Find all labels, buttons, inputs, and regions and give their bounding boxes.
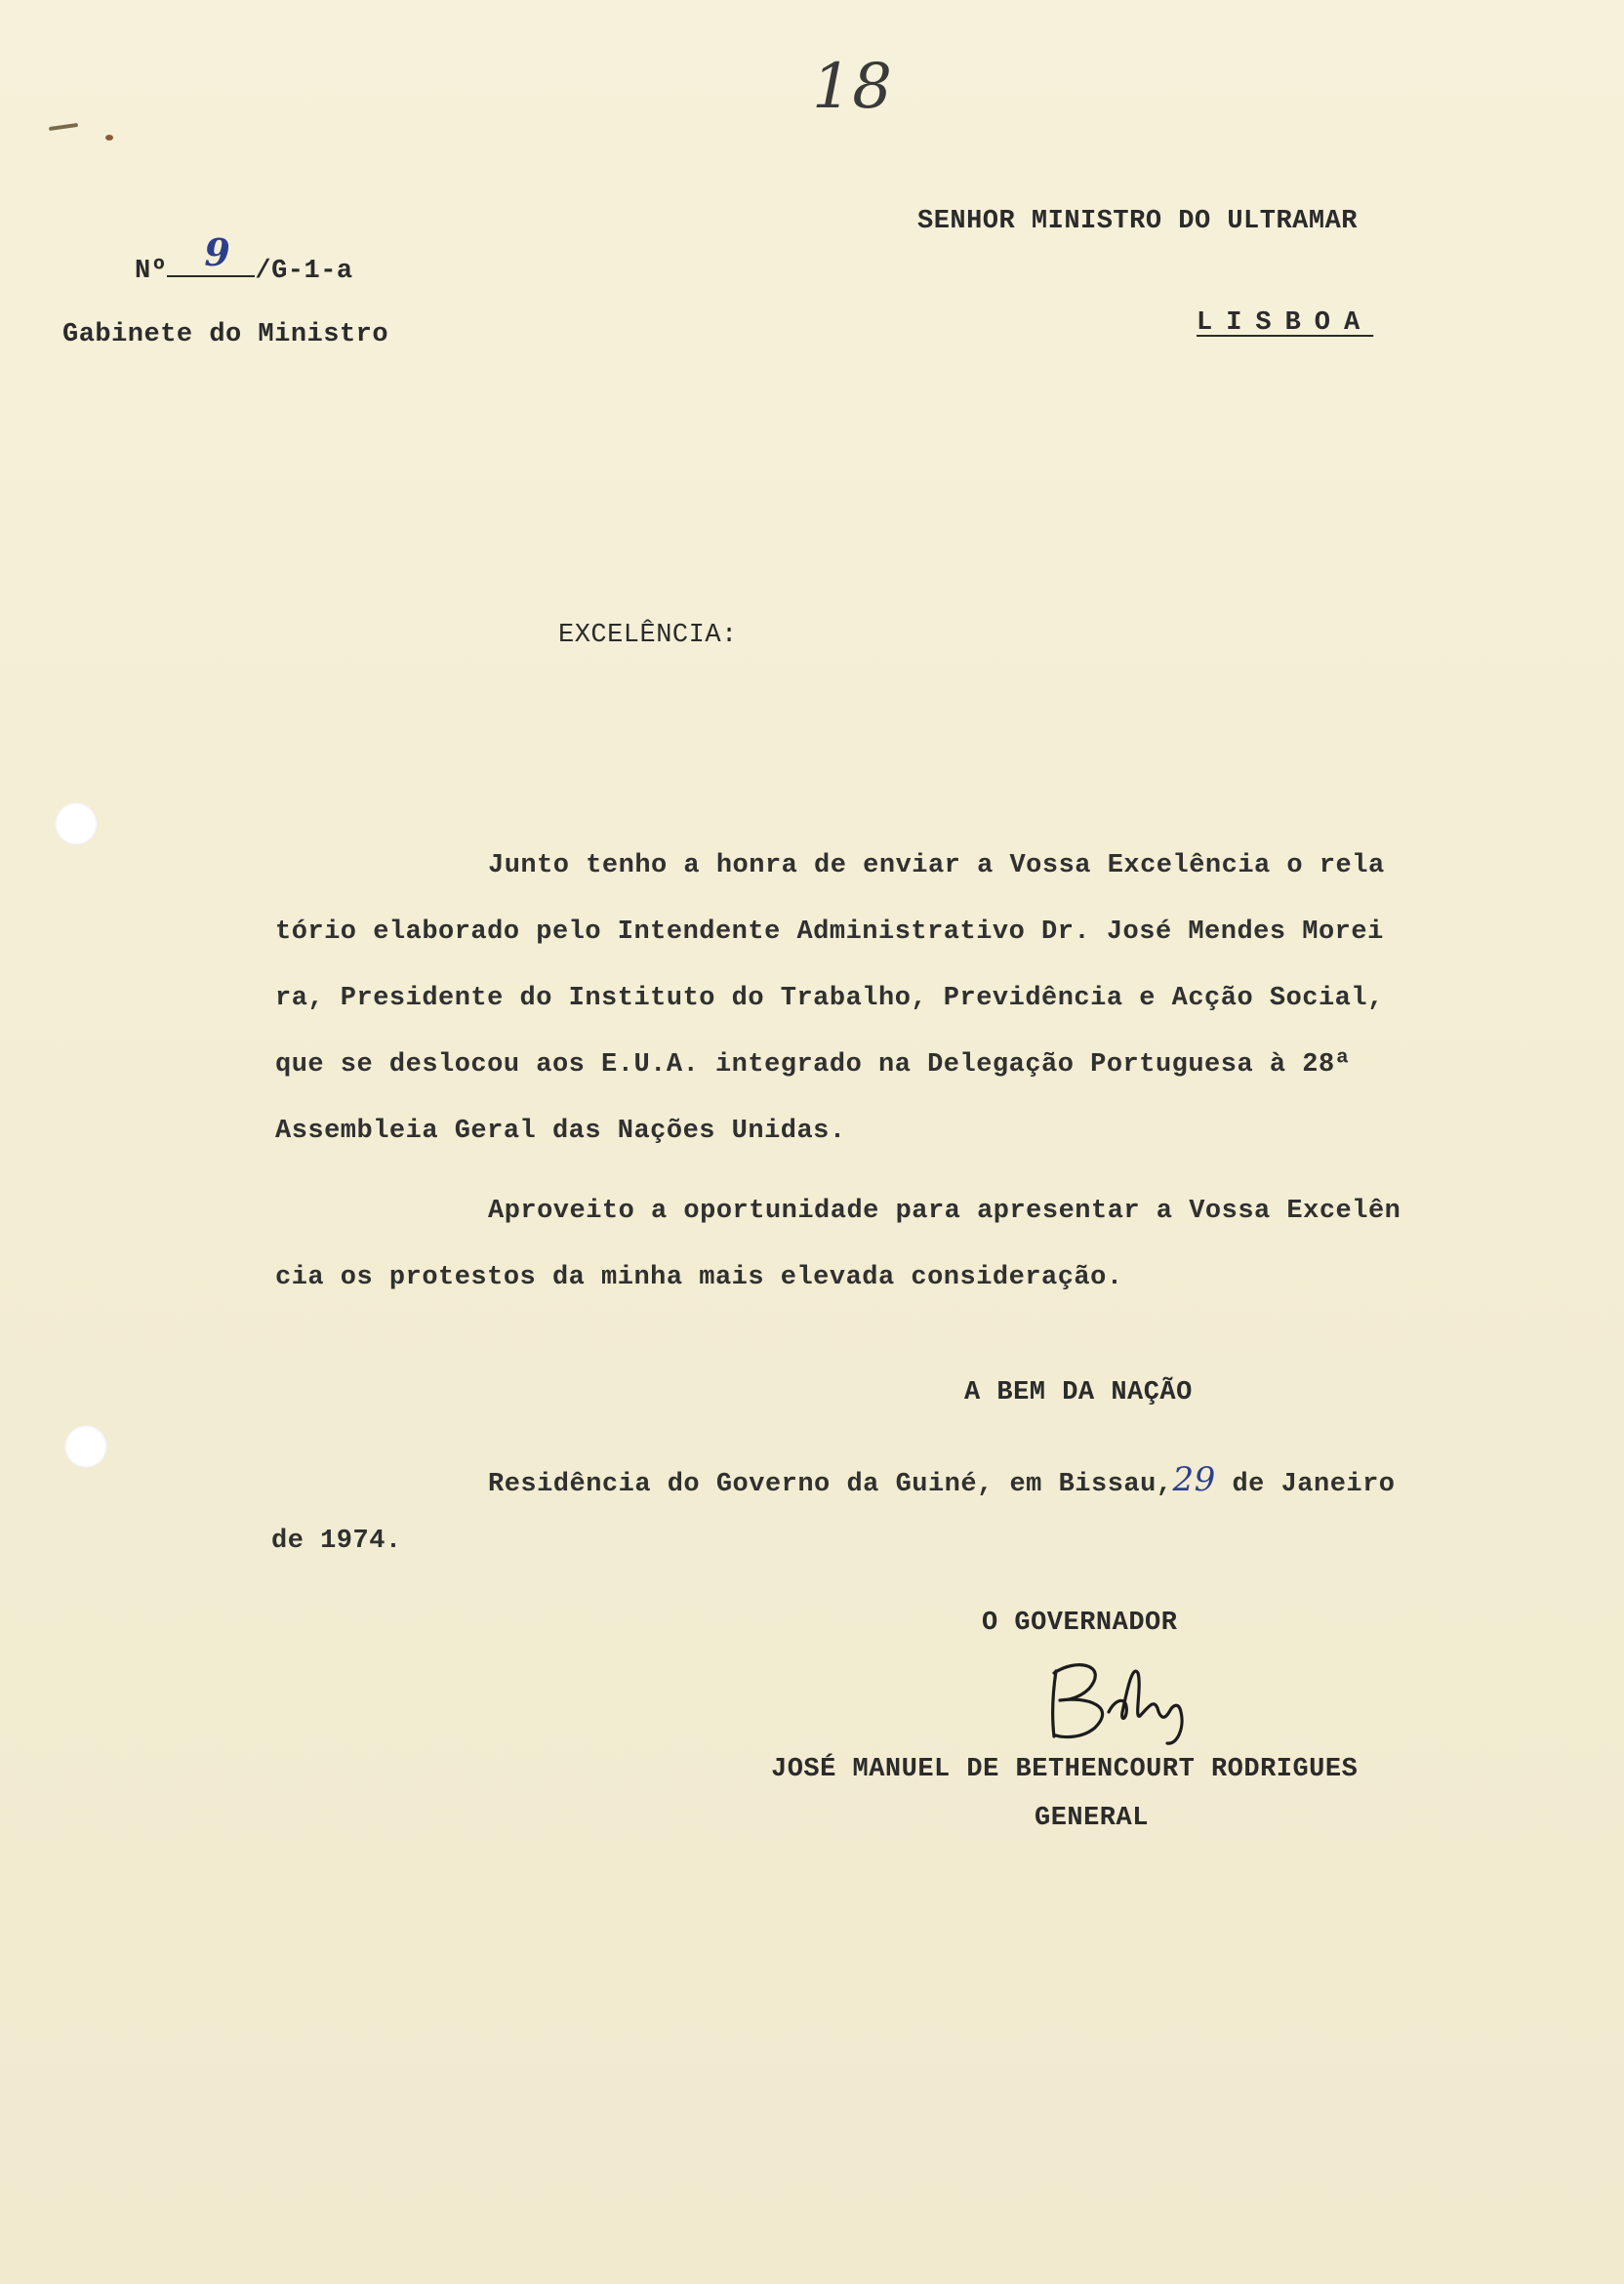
closing: A BEM DA NAÇÃO (964, 1378, 1193, 1407)
signatory-rank: GENERAL (1035, 1804, 1149, 1833)
punch-hole-top (55, 802, 98, 845)
ink-mark (49, 123, 78, 131)
signatory-name: JOSÉ MANUEL DE BETHENCOURT RODRIGUES (771, 1755, 1359, 1784)
addressee-city: LISBOA (1197, 308, 1374, 338)
paragraph2-line: cia os protestos da minha mais elevada consideração. (275, 1263, 1123, 1292)
paragraph1-line: ra, Presidente do Instituto do Trabalho, Previdência e Acção Social, (275, 984, 1384, 1013)
date-text: Residência do Governo da Guiné, em Bissau, (488, 1470, 1173, 1499)
reference-prefix: Nº (135, 257, 168, 286)
page-number: 18 (812, 51, 893, 123)
addressee-title: SENHOR MINISTRO DO ULTRAMAR (917, 207, 1358, 236)
punch-hole-bottom (64, 1425, 107, 1468)
signature-drawing (1038, 1644, 1214, 1751)
signature (1038, 1644, 1214, 1751)
date-line (488, 1460, 1396, 1499)
reference-blank (167, 230, 255, 277)
date-month: de Janeiro (1215, 1470, 1396, 1499)
ink-dot (105, 135, 113, 141)
paragraph1-line: que se deslocou aos E.U.A. integrado na Delegação Portuguesa à 28ª (275, 1050, 1352, 1080)
reference-number (135, 230, 353, 286)
handwritten-reference-number: 9 (204, 230, 231, 274)
reference-code: /G-1-a (255, 257, 353, 286)
signatory-title: O GOVERNADOR (982, 1609, 1178, 1638)
department: Gabinete do Ministro (62, 320, 389, 349)
paragraph1-line: tório elaborado pelo Intendente Administrativo Dr. José Mendes Morei (275, 918, 1384, 947)
handwritten-day: 29 (1172, 1460, 1216, 1499)
salutation: EXCELÊNCIA: (558, 621, 738, 650)
paragraph2-line: Aproveito a oportunidade para apresentar a Vossa Excelên (488, 1197, 1401, 1226)
paragraph1-line: Junto tenho a honra de enviar a Vossa Excelência o rela (488, 851, 1385, 880)
paragraph1-line: Assembleia Geral das Nações Unidas. (275, 1117, 846, 1146)
date-year: de 1974. (271, 1527, 402, 1556)
